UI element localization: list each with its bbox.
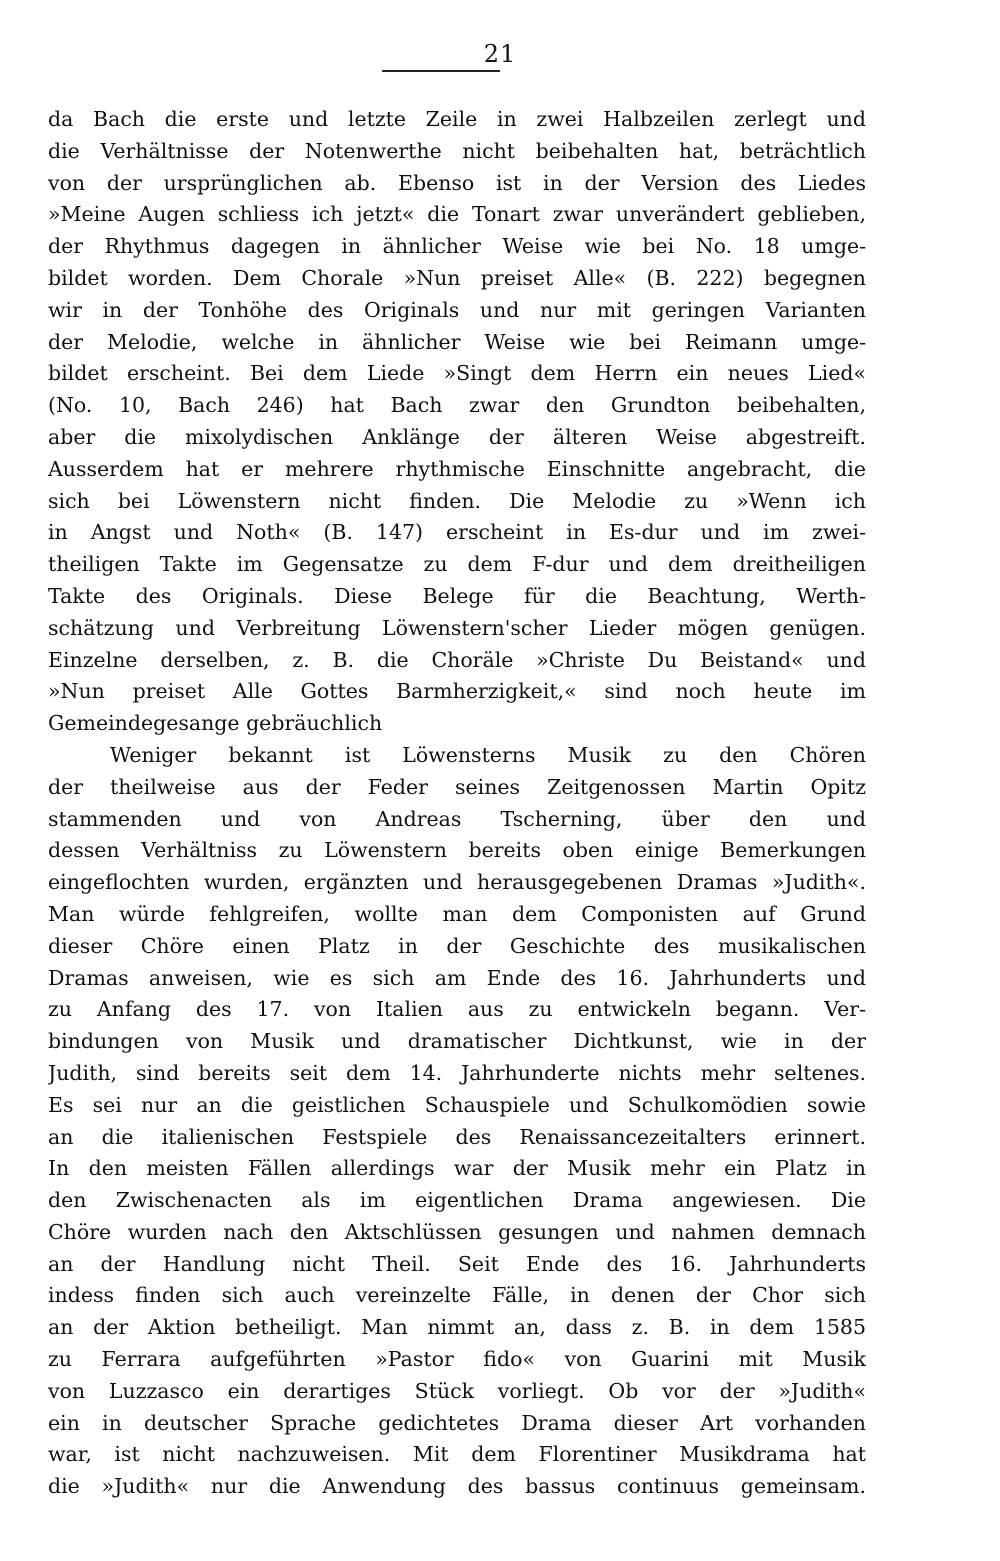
- text-line: Es sei nur an die geistlichen Schauspiele und Schulkomödien sowie: [48, 1092, 866, 1117]
- page-number: 21: [483, 40, 517, 68]
- text-line: eingeflochten wurden, ergänzten und herausgegebenen Dramas »Judith«.: [48, 870, 866, 895]
- text-line: Ausserdem hat er mehrere rhythmische Einschnitte angebracht, die: [48, 456, 866, 481]
- text-line: dessen Verhältniss zu Löwenstern bereits oben einige Bemerkungen: [48, 838, 866, 863]
- text-line: von Luzzasco ein derartiges Stück vorliegt. Ob vor der »Judith«: [48, 1378, 866, 1403]
- text-line: die »Judith« nur die Anwendung des bassus continuus gemeinsam.: [48, 1474, 866, 1499]
- paragraph-start-line: Weniger bekannt ist Löwensterns Musik zu den Chören: [110, 742, 866, 767]
- text-line: In den meisten Fällen allerdings war der Musik mehr ein Platz in: [48, 1156, 866, 1181]
- text-line: aber die mixolydischen Anklänge der älteren Weise abgestreift.: [48, 424, 866, 449]
- paragraph-end-line: Gemeindegesange gebräuchlich: [48, 711, 383, 736]
- header-rule: [382, 70, 500, 72]
- text-line: theiligen Takte im Gegensatze zu dem F-dur und dem dreitheiligen: [48, 552, 866, 577]
- text-line: der Melodie, welche in ähnlicher Weise wie bei Reimann umge-: [48, 329, 866, 354]
- text-line: Dramas anweisen, wie es sich am Ende des 16. Jahrhunderts und: [48, 965, 866, 990]
- text-line: bildet worden. Dem Chorale »Nun preiset Alle« (B. 222) begegnen: [48, 265, 866, 290]
- text-line: (No. 10, Bach 246) hat Bach zwar den Grundton beibehalten,: [48, 393, 866, 418]
- text-line: bindungen von Musik und dramatischer Dichtkunst, wie in der: [48, 1029, 866, 1054]
- text-line: ein in deutscher Sprache gedichtetes Drama dieser Art vorhanden: [48, 1410, 866, 1435]
- text-line: »Meine Augen schliess ich jetzt« die Tonart zwar unverändert geblieben,: [48, 202, 866, 227]
- text-line: bildet erscheint. Bei dem Liede »Singt dem Herrn ein neues Lied«: [48, 361, 866, 386]
- text-line: zu Ferrara aufgeführten »Pastor fido« von Guarini mit Musik: [48, 1347, 866, 1372]
- text-line: stammenden und von Andreas Tscherning, über den und: [48, 806, 866, 831]
- text-line: Einzelne derselben, z. B. die Choräle »Christe Du Beistand« und: [48, 647, 866, 672]
- text-line: Man würde fehlgreifen, wollte man dem Componisten auf Grund: [48, 901, 866, 926]
- text-line: der theilweise aus der Feder seines Zeitgenossen Martin Opitz: [48, 774, 866, 799]
- text-line: Judith, sind bereits seit dem 14. Jahrhunderte nichts mehr seltenes.: [48, 1060, 866, 1085]
- text-line: schätzung und Verbreitung Löwenstern'scher Lieder mögen genügen.: [48, 615, 866, 640]
- text-line: an der Handlung nicht Theil. Seit Ende des 16. Jahrhunderts: [48, 1251, 866, 1276]
- text-line: »Nun preiset Alle Gottes Barmherzigkeit,« sind noch heute im: [48, 679, 866, 704]
- text-line: zu Anfang des 17. von Italien aus zu entwickeln begann. Ver-: [48, 997, 866, 1022]
- text-line: an die italienischen Festspiele des Renaissancezeitalters erinnert.: [48, 1124, 866, 1149]
- text-line: von der ursprünglichen ab. Ebenso ist in der Version des Liedes: [48, 170, 866, 195]
- text-line: den Zwischenacten als im eigentlichen Drama angewiesen. Die: [48, 1188, 866, 1213]
- text-line: der Rhythmus dagegen in ähnlicher Weise wie bei No. 18 umge-: [48, 234, 866, 259]
- text-line: indess finden sich auch vereinzelte Fälle, in denen der Chor sich: [48, 1283, 866, 1308]
- text-line: dieser Chöre einen Platz in der Geschichte des musikalischen: [48, 933, 866, 958]
- text-line: sich bei Löwenstern nicht finden. Die Melodie zu »Wenn ich: [48, 488, 866, 513]
- text-line: die Verhältnisse der Notenwerthe nicht beibehalten hat, beträchtlich: [48, 138, 866, 163]
- text-line: an der Aktion betheiligt. Man nimmt an, dass z. B. in dem 1585: [48, 1315, 866, 1340]
- text-line: wir in der Tonhöhe des Originals und nur mit geringen Varianten: [48, 297, 866, 322]
- text-line: Chöre wurden nach den Aktschlüssen gesungen und nahmen demnach: [48, 1219, 866, 1244]
- text-line: in Angst und Noth« (B. 147) erscheint in Es-dur und im zwei-: [48, 520, 866, 545]
- text-line: Takte des Originals. Diese Belege für die Beachtung, Werth-: [48, 583, 866, 608]
- text-line: war, ist nicht nachzuweisen. Mit dem Florentiner Musikdrama hat: [48, 1442, 866, 1467]
- body-text: [48, 104, 866, 1503]
- text-line: da Bach die erste und letzte Zeile in zwei Halbzeilen zerlegt und: [48, 107, 866, 131]
